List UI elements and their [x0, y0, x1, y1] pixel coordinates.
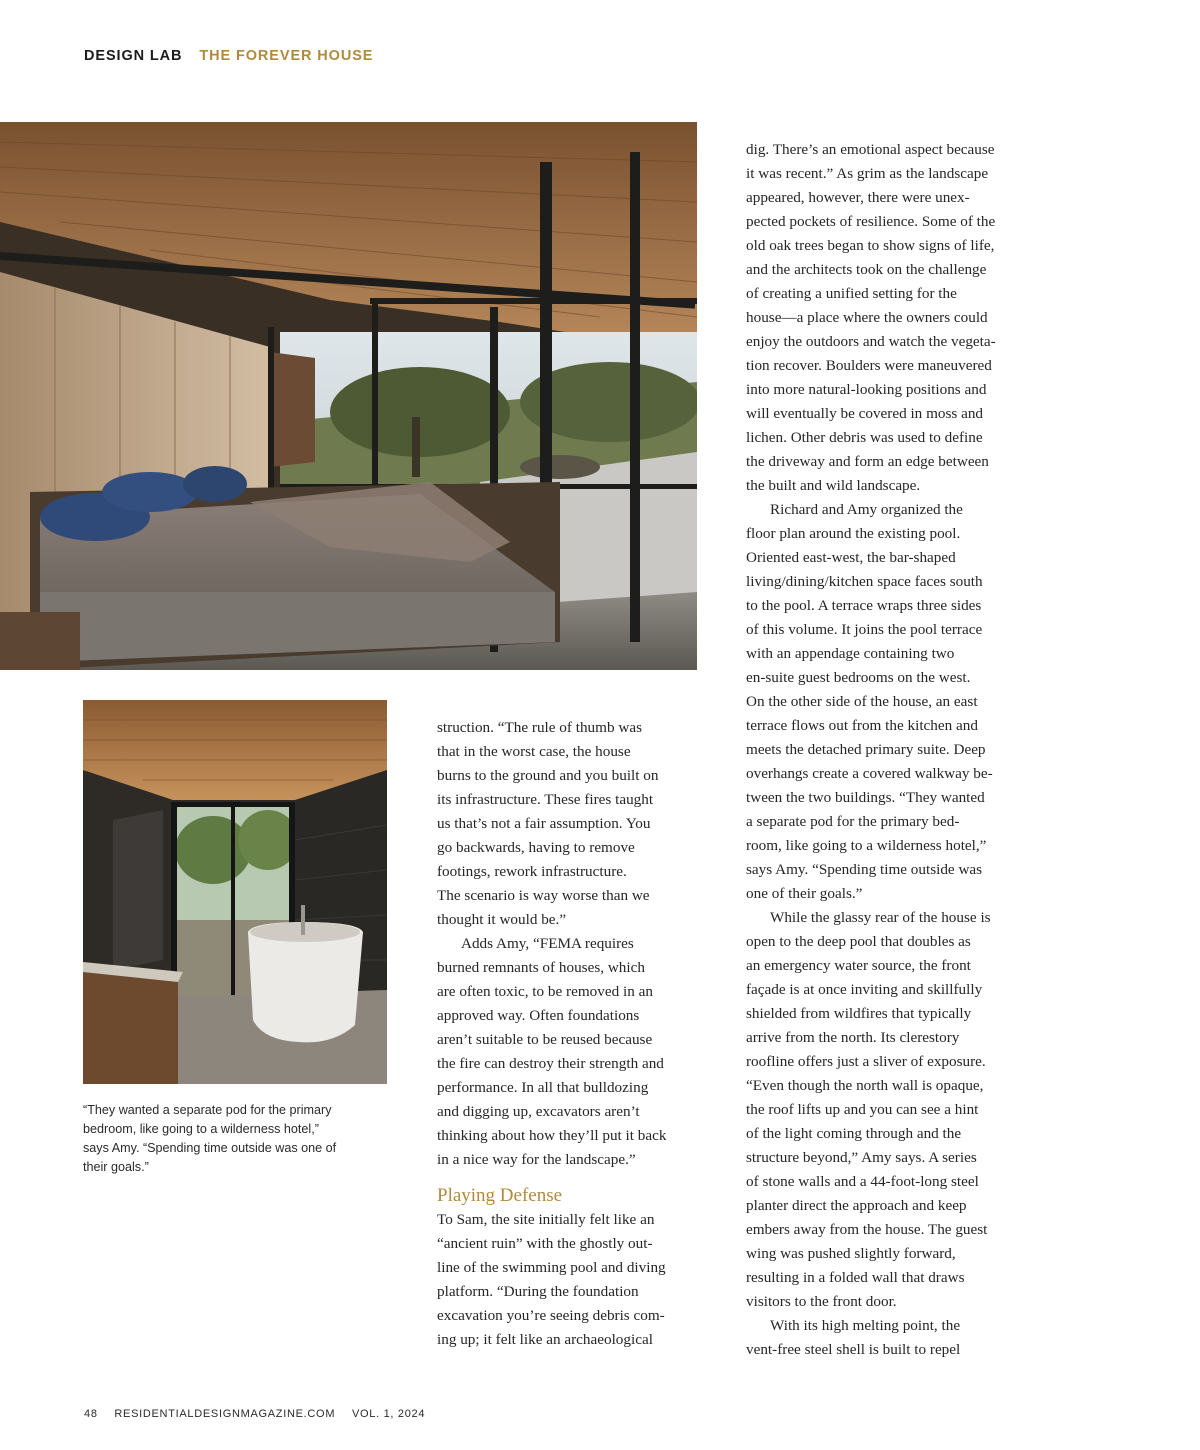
- bathroom-photo: [83, 700, 387, 1084]
- text-line: pected pockets of resilience. Some of the: [746, 213, 996, 230]
- text-line: burns to the ground and you built on: [437, 767, 659, 784]
- text-line: will eventually be covered in moss and: [746, 405, 984, 422]
- text-line: Adds Amy, “FEMA requires: [461, 935, 634, 952]
- text-line: old oak trees began to show signs of life,: [746, 237, 995, 254]
- text-line: On the other side of the house, an east: [746, 693, 978, 710]
- text-line: the fire can destroy their strength and: [437, 1055, 664, 1072]
- text-line: one of their goals.”: [746, 885, 863, 902]
- text-line: of stone walls and a 44-foot-long steel: [746, 1173, 979, 1190]
- text-line: With its high melting point, the: [770, 1317, 961, 1334]
- text-line: visitors to the front door.: [746, 1293, 897, 1310]
- text-line: says Amy. “Spending time outside was: [746, 861, 983, 878]
- text-line: house—a place where the owners could: [746, 309, 988, 326]
- text-line: meets the detached primary suite. Deep: [746, 741, 986, 758]
- text-line: to the pool. A terrace wraps three sides: [746, 597, 982, 614]
- text-line: footings, rework infrastructure.: [437, 863, 627, 880]
- body-column-right: [746, 138, 1056, 1362]
- text-line: burned remnants of houses, which: [437, 959, 645, 976]
- text-line: thought it would be.”: [437, 911, 567, 928]
- page-number: 48: [84, 1408, 98, 1420]
- text-line: vent-free steel shell is built to repel: [746, 1341, 961, 1358]
- text-line: ing up; it felt like an archaeological: [437, 1331, 653, 1348]
- text-line: the driveway and form an edge between: [746, 453, 989, 470]
- text-line: roofline offers just a sliver of exposure.: [746, 1053, 986, 1070]
- subsection-label: THE FOREVER HOUSE: [199, 48, 374, 64]
- page-footer: [84, 1408, 438, 1420]
- text-line: dig. There’s an emotional aspect because: [746, 141, 995, 158]
- text-line: While the glassy rear of the house is: [770, 909, 991, 926]
- text-line: façade is at once inviting and skillfully: [746, 981, 983, 998]
- text-line: wing was pushed slightly forward,: [746, 1245, 956, 1262]
- text-line: platform. “During the foundation: [437, 1283, 639, 1300]
- text-line: The scenario is way worse than we: [437, 887, 650, 904]
- caption-line: their goals.”: [83, 1160, 149, 1174]
- text-line: line of the swimming pool and diving: [437, 1259, 666, 1276]
- website-link[interactable]: RESIDENTIALDESIGNMAGAZINE.COM: [114, 1408, 336, 1420]
- text-line: in a nice way for the landscape.”: [437, 1151, 636, 1168]
- text-line: struction. “The rule of thumb was: [437, 719, 642, 736]
- text-line: its infrastructure. These fires taught: [437, 791, 654, 808]
- text-line: resulting in a folded wall that draws: [746, 1269, 965, 1286]
- text-line: excavation you’re seeing debris com-: [437, 1307, 665, 1324]
- text-line: go backwards, having to remove: [437, 839, 635, 856]
- text-line: shielded from wildfires that typically: [746, 1005, 972, 1022]
- photo-caption: [83, 1101, 383, 1177]
- text-line: thinking about how they’ll put it back: [437, 1127, 667, 1144]
- text-line: of the light coming through and the: [746, 1125, 962, 1142]
- volume-label: VOL. 1, 2024: [351, 1408, 426, 1420]
- text-line: enjoy the outdoors and watch the vegeta-: [746, 333, 996, 350]
- text-line: tion recover. Boulders were maneuvered: [746, 357, 992, 374]
- text-line: planter direct the approach and keep: [746, 1197, 967, 1214]
- text-line: it was recent.” As grim as the landscape: [746, 165, 989, 182]
- text-line: performance. In all that bulldozing: [437, 1079, 649, 1096]
- text-line: arrive from the north. Its clerestory: [746, 1029, 960, 1046]
- text-line: that in the worst case, the house: [437, 743, 631, 760]
- text-line: “ancient ruin” with the ghostly out-: [437, 1235, 653, 1252]
- text-line: room, like going to a wilderness hotel,”: [746, 837, 987, 854]
- text-line: terrace flows out from the kitchen and: [746, 717, 978, 734]
- text-line: with an appendage containing two: [746, 645, 955, 662]
- caption-line: says Amy. “Spending time outside was one of: [83, 1141, 337, 1155]
- text-line: aren’t suitable to be reused because: [437, 1031, 653, 1048]
- caption-line: bedroom, like going to a wilderness hotel,”: [83, 1122, 319, 1136]
- text-line: of creating a unified setting for the: [746, 285, 957, 302]
- text-line: of this volume. It joins the pool terrace: [746, 621, 983, 638]
- body-column-middle: [437, 716, 719, 1352]
- text-line: and the architects took on the challenge: [746, 261, 987, 278]
- text-line: the roof lifts up and you can see a hint: [746, 1101, 979, 1118]
- text-line: approved way. Often foundations: [437, 1007, 640, 1024]
- subheading: Playing Defense: [437, 1185, 563, 1206]
- text-line: and digging up, excavators aren’t: [437, 1103, 640, 1120]
- text-line: us that’s not a fair assumption. You: [437, 815, 651, 832]
- text-line: Richard and Amy organized the: [770, 501, 963, 518]
- text-line: appeared, however, there were unex-: [746, 189, 970, 206]
- text-line: Oriented east-west, the bar-shaped: [746, 549, 956, 566]
- section-label: DESIGN LAB: [84, 48, 183, 64]
- text-line: To Sam, the site initially felt like an: [437, 1211, 655, 1228]
- text-line: overhangs create a covered walkway be-: [746, 765, 993, 782]
- text-line: open to the deep pool that doubles as: [746, 933, 971, 950]
- bedroom-photo: [0, 122, 697, 670]
- text-line: floor plan around the existing pool.: [746, 525, 961, 542]
- text-line: are often toxic, to be removed in an: [437, 983, 653, 1000]
- text-line: tween the two buildings. “They wanted: [746, 789, 985, 806]
- text-line: an emergency water source, the front: [746, 957, 971, 974]
- text-line: into more natural-looking positions and: [746, 381, 987, 398]
- caption-line: “They wanted a separate pod for the primary: [83, 1103, 332, 1117]
- text-line: en-suite guest bedrooms on the west.: [746, 669, 971, 686]
- text-line: lichen. Other debris was used to define: [746, 429, 983, 446]
- text-line: “Even though the north wall is opaque,: [746, 1077, 984, 1094]
- text-line: a separate pod for the primary bed-: [746, 813, 960, 830]
- text-line: the built and wild landscape.: [746, 477, 921, 494]
- running-header: [84, 48, 373, 64]
- text-line: embers away from the house. The guest: [746, 1221, 988, 1238]
- text-line: structure beyond,” Amy says. A series: [746, 1149, 977, 1166]
- text-line: living/dining/kitchen space faces south: [746, 573, 983, 590]
